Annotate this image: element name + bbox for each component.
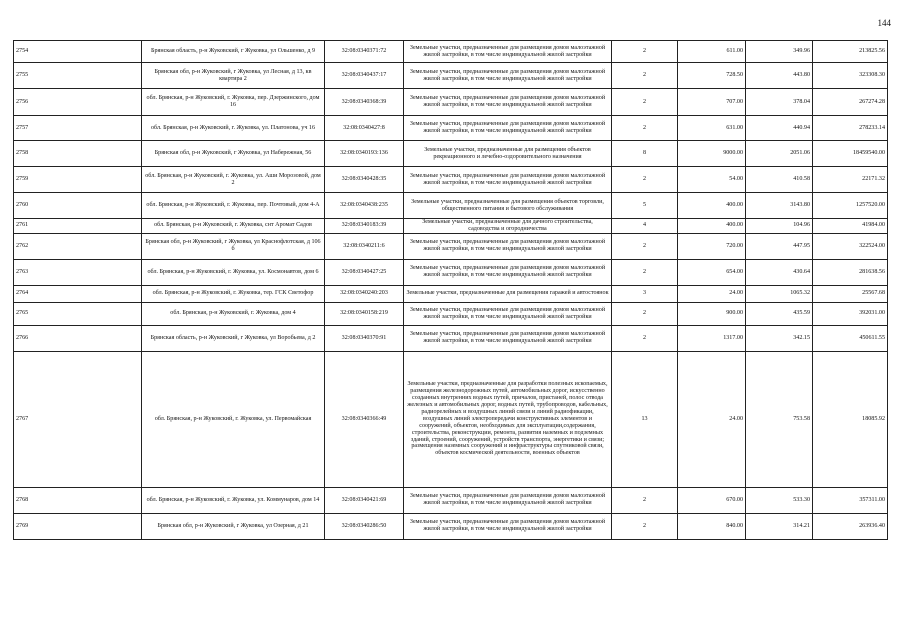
use-category-cell: 2	[612, 487, 678, 513]
row-number: 2762	[14, 233, 142, 259]
cadastral-value-cell: 322524.00	[813, 233, 888, 259]
cadastral-value-cell: 22171.32	[813, 167, 888, 193]
specific-value-cell: 443.80	[746, 63, 813, 89]
address-cell: обл. Брянская, р-н Жуковский, г. Жуковка, пер. Почтовый, дом 4-А	[142, 193, 325, 219]
row-number: 2756	[14, 89, 142, 116]
address-cell: обл. Брянская, р-н Жуковский, г. Жуковка, ул. Платонова, уч 16	[142, 116, 325, 141]
table-row	[14, 233, 888, 259]
cadastral-number-cell: 32:08:0340370:91	[325, 325, 404, 351]
permitted-use-cell: Земельные участки, предназначенные для размещения домов малоэтажной жилой застройки, в том числе индивидуальной жилой застройки	[404, 116, 612, 141]
row-number: 2760	[14, 193, 142, 219]
cadastral-number-cell: 32:08:0340240:203	[325, 285, 404, 302]
cadastral-value-cell: 357311.00	[813, 487, 888, 513]
specific-value-cell: 410.58	[746, 167, 813, 193]
table-row	[14, 41, 888, 63]
cadastral-number-cell: 32:08:0340286:50	[325, 513, 404, 539]
permitted-use-cell: Земельные участки, предназначенные для размещения объектов торговли, общественного питания и бытового обслуживания	[404, 193, 612, 219]
row-number: 2767	[14, 351, 142, 487]
row-number: 2764	[14, 285, 142, 302]
use-category-cell: 8	[612, 141, 678, 167]
use-category-cell: 2	[612, 513, 678, 539]
cadastral-value-cell: 392031.00	[813, 302, 888, 325]
row-number: 2755	[14, 63, 142, 89]
cadastral-value-cell: 263936.40	[813, 513, 888, 539]
permitted-use-cell: Земельные участки, предназначенные для размещения объектов рекреационного и лечебно-оздоровительного назначения	[404, 141, 612, 167]
permitted-use-cell: Земельные участки, предназначенные для размещения гаражей и автостоянок	[404, 285, 612, 302]
area-cell: 670.00	[678, 487, 746, 513]
table-row	[14, 351, 888, 487]
table-row	[14, 116, 888, 141]
row-number: 2757	[14, 116, 142, 141]
table-row	[14, 193, 888, 219]
area-cell: 707.00	[678, 89, 746, 116]
table-row	[14, 89, 888, 116]
use-category-cell: 2	[612, 259, 678, 285]
address-cell: Брянская область, р-н Жуковский, г Жуковка, ул Воробьева, д 2	[142, 325, 325, 351]
cadastral-value-cell: 267274.28	[813, 89, 888, 116]
area-cell: 720.00	[678, 233, 746, 259]
cadastral-value-cell: 450611.55	[813, 325, 888, 351]
permitted-use-cell: Земельные участки, предназначенные для размещения домов малоэтажной жилой застройки, в том числе индивидуальной жилой застройки	[404, 233, 612, 259]
table-row	[14, 302, 888, 325]
row-number: 2769	[14, 513, 142, 539]
permitted-use-cell: Земельные участки, предназначенные для размещения домов малоэтажной жилой застройки, в том числе индивидуальной жилой застройки	[404, 167, 612, 193]
specific-value-cell: 435.59	[746, 302, 813, 325]
address-cell: обл. Брянская, р-н Жуковский, г. Жуковка, ул. Космонавтов, дом 6	[142, 259, 325, 285]
specific-value-cell: 2051.06	[746, 141, 813, 167]
use-category-cell: 2	[612, 41, 678, 63]
cadastral-value-cell: 278233.14	[813, 116, 888, 141]
row-number: 2763	[14, 259, 142, 285]
cadastral-number-cell: 32:08:0340158:219	[325, 302, 404, 325]
specific-value-cell: 447.95	[746, 233, 813, 259]
area-cell: 400.00	[678, 219, 746, 234]
cadastral-number-cell: 32:08:0340366:49	[325, 351, 404, 487]
permitted-use-cell: Земельные участки, предназначенные для дачного строительства, садоводства и огородничества	[404, 219, 612, 234]
table-row	[14, 259, 888, 285]
use-category-cell: 2	[612, 325, 678, 351]
use-category-cell: 2	[612, 89, 678, 116]
use-category-cell: 13	[612, 351, 678, 487]
area-cell: 400.00	[678, 193, 746, 219]
address-cell: обл. Брянская, р-н Жуковский, г. Жуковка, пер. Дзержинского, дом 16	[142, 89, 325, 116]
area-cell: 728.50	[678, 63, 746, 89]
area-cell: 9000.00	[678, 141, 746, 167]
use-category-cell: 2	[612, 233, 678, 259]
row-number: 2758	[14, 141, 142, 167]
address-cell: обл. Брянская, р-н Жуковский, г. Жуковка, ул. Аши Морозовой, дом 2	[142, 167, 325, 193]
cadastral-number-cell: 32:08:0340368:39	[325, 89, 404, 116]
row-number: 2768	[14, 487, 142, 513]
cadastral-number-cell: 32:08:0340437:17	[325, 63, 404, 89]
cadastral-value-cell: 323308.30	[813, 63, 888, 89]
table-row	[14, 219, 888, 234]
use-category-cell: 5	[612, 193, 678, 219]
table-row	[14, 285, 888, 302]
area-cell: 1317.00	[678, 325, 746, 351]
address-cell: Брянская область, р-н Жуковский, г Жуковка, ул Ольшенко, д 9	[142, 41, 325, 63]
specific-value-cell: 3143.80	[746, 193, 813, 219]
cadastral-value-cell: 1257520.00	[813, 193, 888, 219]
area-cell: 24.00	[678, 351, 746, 487]
use-category-cell: 2	[612, 167, 678, 193]
specific-value-cell: 378.04	[746, 89, 813, 116]
address-cell: Брянская обл, р-н Жуковский, г Жуковка, ул Озерная, д 21	[142, 513, 325, 539]
cadastral-number-cell: 32:08:0340427:8	[325, 116, 404, 141]
address-cell: Брянская обл, р-н Жуковский, г Жуковка, ул Краснофлотская, д 106 б	[142, 233, 325, 259]
permitted-use-cell: Земельные участки, предназначенные для размещения домов малоэтажной жилой застройки, в том числе индивидуальной жилой застройки	[404, 513, 612, 539]
cadastral-value-cell: 18459540.00	[813, 141, 888, 167]
area-cell: 840.00	[678, 513, 746, 539]
specific-value-cell: 104.96	[746, 219, 813, 234]
table-row	[14, 513, 888, 539]
use-category-cell: 3	[612, 285, 678, 302]
address-cell: Брянская обл, р-н Жуковский, г Жуковка, ул Лесная, д 13, кв квартира 2	[142, 63, 325, 89]
row-number: 2761	[14, 219, 142, 234]
row-number: 2759	[14, 167, 142, 193]
cadastral-value-cell: 18085.92	[813, 351, 888, 487]
use-category-cell: 2	[612, 63, 678, 89]
address-cell: обл. Брянская, р-н Жуковский, г. Жуковка, тер. ГСК Светофор	[142, 285, 325, 302]
table-row	[14, 63, 888, 89]
area-cell: 611.00	[678, 41, 746, 63]
permitted-use-cell: Земельные участки, предназначенные для размещения домов малоэтажной жилой застройки, в том числе индивидуальной жилой застройки	[404, 487, 612, 513]
area-cell: 900.00	[678, 302, 746, 325]
table-row	[14, 167, 888, 193]
specific-value-cell: 342.15	[746, 325, 813, 351]
area-cell: 54.00	[678, 167, 746, 193]
address-cell: обл. Брянская, р-н Жуковский, г. Жуковка, снт Аромат Садов	[142, 219, 325, 234]
page-number: 144	[877, 18, 891, 28]
specific-value-cell: 1065.32	[746, 285, 813, 302]
specific-value-cell: 533.30	[746, 487, 813, 513]
use-category-cell: 4	[612, 219, 678, 234]
address-cell: Брянская обл, р-н Жуковский, г Жуковка, ул Набережная, 56	[142, 141, 325, 167]
permitted-use-cell: Земельные участки, предназначенные для размещения домов малоэтажной жилой застройки, в том числе индивидуальной жилой застройки	[404, 89, 612, 116]
area-cell: 654.00	[678, 259, 746, 285]
cadastral-number-cell: 32:08:0340421:69	[325, 487, 404, 513]
table-row	[14, 325, 888, 351]
permitted-use-cell: Земельные участки, предназначенные для размещения домов малоэтажной жилой застройки, в том числе индивидуальной жилой застройки	[404, 41, 612, 63]
cadastral-number-cell: 32:08:0340438:235	[325, 193, 404, 219]
cadastral-number-cell: 32:08:0340183:39	[325, 219, 404, 234]
cadastral-number-cell: 32:08:0340371:72	[325, 41, 404, 63]
specific-value-cell: 753.58	[746, 351, 813, 487]
permitted-use-cell: Земельные участки, предназначенные для размещения домов малоэтажной жилой застройки, в том числе индивидуальной жилой застройки	[404, 302, 612, 325]
specific-value-cell: 349.96	[746, 41, 813, 63]
permitted-use-cell: Земельные участки, предназначенные для размещения домов малоэтажной жилой застройки, в том числе индивидуальной жилой застройки	[404, 259, 612, 285]
use-category-cell: 2	[612, 302, 678, 325]
permitted-use-cell: Земельные участки, предназначенные для разработки полезных ископаемых, размещения железнодорожных путей, автомобильных дорог, искусственно созданных внутренних водных путей, причалов, пристаней, полос отвода железных и автомобильных дорог, водных путей, трубопроводов, кабельных, радиорелейных и воздушных линий связи и линий радиофикации, воздушных линий электропередачи конструктивных элементов и сооружений, объектов, необходимых для эксплуатации,содержания, строительства, реконструкции, ремонта, развития наземных и подземных зданий, строений, сооружений, устройств транспорта, энергетики и связи; размещения наземных сооружений и инфраструктуры спутниковой связи, объектов космической деятельности, военных объектов	[404, 351, 612, 487]
area-cell: 24.00	[678, 285, 746, 302]
row-number: 2765	[14, 302, 142, 325]
cadastral-number-cell: 32:08:0340428:35	[325, 167, 404, 193]
permitted-use-cell: Земельные участки, предназначенные для размещения домов малоэтажной жилой застройки, в том числе индивидуальной жилой застройки	[404, 325, 612, 351]
area-cell: 631.00	[678, 116, 746, 141]
specific-value-cell: 440.94	[746, 116, 813, 141]
specific-value-cell: 314.21	[746, 513, 813, 539]
address-cell: обл. Брянская, р-н Жуковский, г. Жуковка, ул. Коммунаров, дом 14	[142, 487, 325, 513]
cadastral-register-table	[13, 40, 888, 540]
row-number: 2766	[14, 325, 142, 351]
cadastral-number-cell: 32:08:0340193:136	[325, 141, 404, 167]
address-cell: обл. Брянская, р-н Жуковский, г. Жуковка, ул. Первомайская	[142, 351, 325, 487]
permitted-use-cell: Земельные участки, предназначенные для размещения домов малоэтажной жилой застройки, в том числе индивидуальной жилой застройки	[404, 63, 612, 89]
table-row	[14, 487, 888, 513]
row-number: 2754	[14, 41, 142, 63]
table-row	[14, 141, 888, 167]
cadastral-value-cell: 281638.56	[813, 259, 888, 285]
cadastral-number-cell: 32:08:0340211:6	[325, 233, 404, 259]
cadastral-value-cell: 213825.56	[813, 41, 888, 63]
cadastral-value-cell: 25567.68	[813, 285, 888, 302]
address-cell: обл. Брянская, р-н Жуковский, г. Жуковка, дом 4	[142, 302, 325, 325]
specific-value-cell: 430.64	[746, 259, 813, 285]
use-category-cell: 2	[612, 116, 678, 141]
cadastral-number-cell: 32:08:0340427:25	[325, 259, 404, 285]
cadastral-value-cell: 41984.00	[813, 219, 888, 234]
